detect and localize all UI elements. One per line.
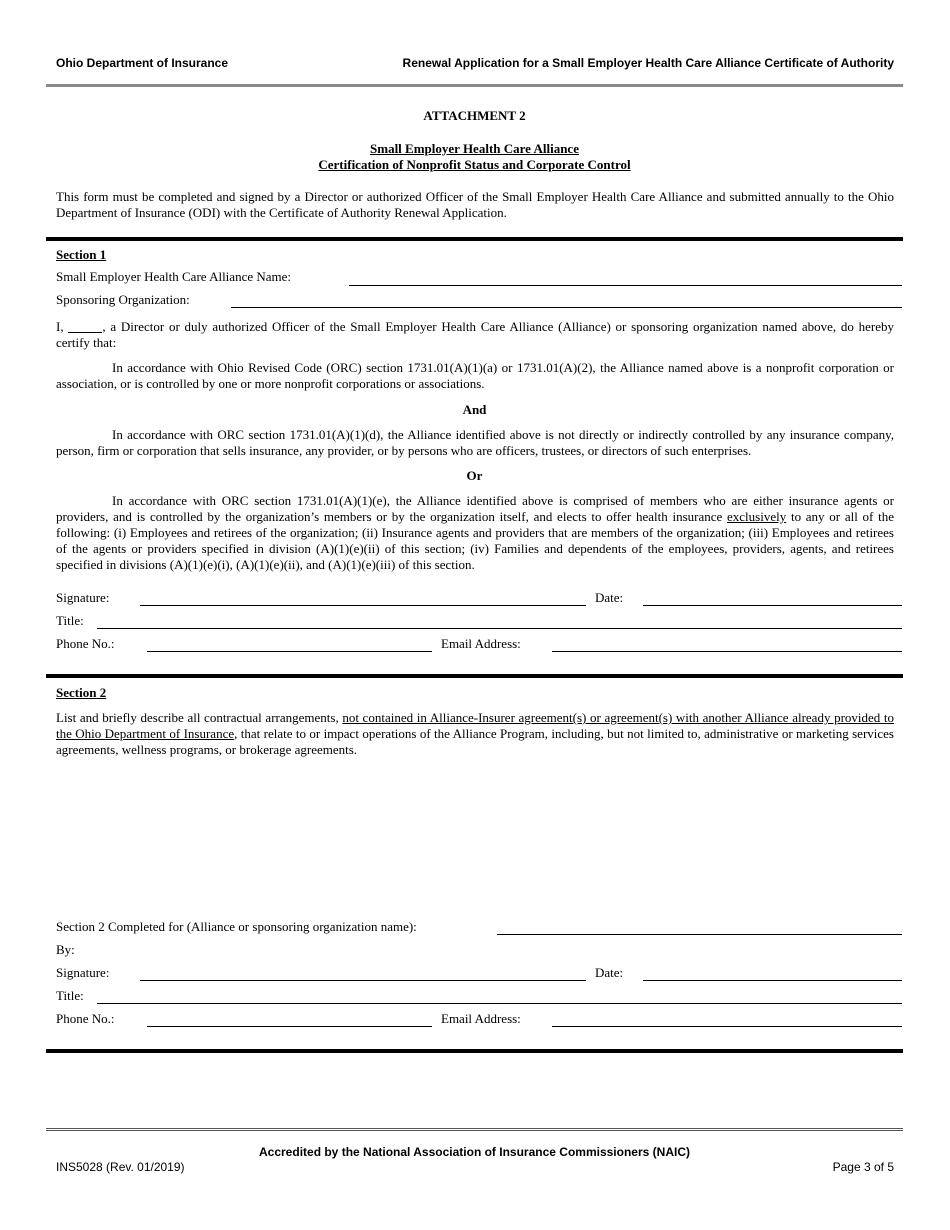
form-title-line1: Small Employer Health Care Alliance [370, 141, 579, 156]
certify-prefix: I, [56, 319, 64, 334]
s1-email-field[interactable] [552, 651, 902, 652]
s1-phone-field[interactable] [147, 651, 432, 652]
footer-divider [46, 1128, 903, 1131]
s2-title-label: Title: [56, 988, 84, 1003]
certify-paragraph [56, 319, 894, 351]
sponsoring-org-field[interactable] [231, 307, 902, 308]
s1-signature-field[interactable] [140, 605, 586, 606]
s2-signature-field[interactable] [140, 980, 586, 981]
nonprofit-paragraph: In accordance with Ohio Revised Code (ORC) section 1731.01(A)(1)(a) or 1731.01(A)(2), the Alliance named above is a nonprofit corporation or association, or is controlled by one or more nonprofit corporations or associations. [56, 360, 894, 391]
section-divider [46, 237, 903, 241]
s2-title-field[interactable] [97, 1003, 902, 1004]
s1-date-field[interactable] [643, 605, 902, 606]
section2-response-area[interactable] [56, 770, 902, 910]
section-divider [46, 674, 903, 678]
intro-paragraph: This form must be completed and signed by a Director or authorized Officer of the Small Employer Health Care Alliance and submitted annually to the Ohio Department of Insurance (ODI) with the Certificate of Authority Renewal Application. [56, 189, 894, 220]
s2-email-field[interactable] [552, 1026, 902, 1027]
s1-title-label: Title: [56, 613, 84, 628]
section1-heading: Section 1 [56, 247, 107, 262]
s1-email-label: Email Address: [441, 636, 521, 651]
members-text-exclusively: exclusively [727, 509, 787, 524]
footer-form-id: INS5028 (Rev. 01/2019) [56, 1160, 185, 1174]
control-paragraph: In accordance with ORC section 1731.01(A)(1)(d), the Alliance identified above is not directly or indirectly controlled by any insurance company, person, firm or corporation that sells insurance, any provider, or by persons who are officers, trustees, or directors of such enterprises. [56, 427, 894, 458]
alliance-name-field[interactable] [349, 285, 902, 286]
section-divider [46, 1049, 903, 1053]
attachment-label: ATTACHMENT 2 [423, 108, 526, 123]
s2-email-label: Email Address: [441, 1011, 521, 1026]
s2-phone-label: Phone No.: [56, 1011, 115, 1026]
s2-desc-b: , that relate to or impact operations of the Alliance Program, including, but not limited to, administrative or marketing services agreements, wellness programs, or brokerage agreements. [56, 726, 894, 757]
footer-accreditation: Accredited by the National Association of Insurance Commissioners (NAIC) [259, 1145, 690, 1159]
section2-description [56, 710, 894, 758]
sponsoring-org-label: Sponsoring Organization: [56, 292, 190, 307]
certify-text: , a Director or duly authorized Officer of the Small Employer Health Care Alliance (Alliance) or sponsoring organization named above, do hereby certify that: [56, 319, 894, 350]
header-agency: Ohio Department of Insurance [56, 56, 229, 70]
s2-completed-for-label: Section 2 Completed for (Alliance or sponsoring organization name): [56, 919, 417, 934]
members-text-b: to any or all of the following: (i) Employees and retirees of the organization; (ii) Insurance agents and providers that are members of the organization; (iii) Employees and retirees of the agents or providers specified in division (A)(1)(e)(ii) of this section; (iv) Families and dependents of the employees, providers, agents, and retirees specified in divisions (A)(1)(e)(i), (A)(1)(e)(ii), and (A)(1)(e)(iii) of this section. [56, 509, 894, 572]
form-title-line2: Certification of Nonprofit Status and Corporate Control [318, 157, 631, 172]
s2-signature-label: Signature: [56, 965, 110, 980]
s1-signature-label: Signature: [56, 590, 110, 605]
footer-page-number: Page 3 of 5 [832, 1160, 894, 1174]
section2-heading: Section 2 [56, 685, 107, 700]
s2-phone-field[interactable] [147, 1026, 432, 1027]
header-form-title: Renewal Application for a Small Employer Health Care Alliance Certificate of Authority [402, 56, 894, 70]
and-connector: And [462, 402, 487, 417]
members-text-a: In accordance with ORC section 1731.01(A)(1)(e), the Alliance identified above is comprised of members who are either insurance agents or providers, and is controlled by the organization’s members or by the organization itself, and elects to offer health insurance [56, 493, 894, 524]
members-paragraph [56, 493, 894, 573]
certifier-name-blank[interactable] [68, 320, 102, 333]
or-connector: Or [466, 468, 483, 483]
s1-phone-label: Phone No.: [56, 636, 115, 651]
header-divider [46, 84, 903, 87]
s2-date-label: Date: [595, 965, 624, 980]
s2-desc-a: List and briefly describe all contractual arrangements, [56, 710, 339, 725]
s2-by-label: By: [56, 942, 75, 957]
s2-date-field[interactable] [643, 980, 902, 981]
s2-completed-for-field[interactable] [497, 934, 902, 935]
s1-date-label: Date: [595, 590, 624, 605]
s2-desc-underlined: not contained in Alliance-Insurer agreement(s) or agreement(s) with another Alliance already provided to the Ohio Department of Insurance [56, 710, 895, 741]
alliance-name-label: Small Employer Health Care Alliance Name: [56, 269, 292, 284]
s1-title-field[interactable] [97, 628, 902, 629]
